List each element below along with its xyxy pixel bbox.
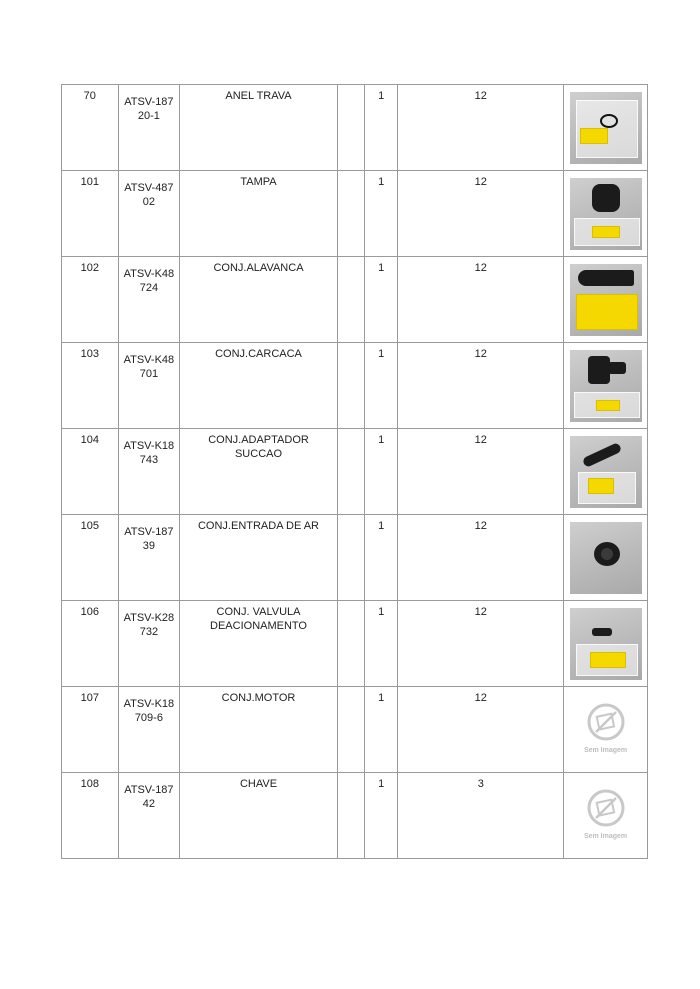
part-code: ATSV-18720-1	[124, 96, 174, 122]
table-row	[62, 601, 648, 687]
product-photo-valve	[570, 608, 642, 680]
no-image-icon	[586, 702, 626, 742]
quantity: 1	[365, 171, 398, 257]
total-quantity: 12	[398, 257, 564, 343]
part-description: CONJ.MOTOR	[221, 692, 296, 704]
quantity: 1	[365, 343, 398, 429]
part-description: CONJ.ENTRADA DE AR	[197, 520, 320, 532]
part-code: ATSV-K28732	[123, 612, 175, 638]
empty-cell	[337, 515, 364, 601]
product-photo-adapter	[570, 436, 642, 508]
table-row	[62, 343, 648, 429]
empty-cell	[337, 601, 364, 687]
part-code: ATSV-18739	[124, 526, 174, 552]
quantity: 1	[365, 601, 398, 687]
quantity: 1	[365, 429, 398, 515]
item-number: 103	[62, 343, 119, 429]
total-quantity: 12	[398, 515, 564, 601]
part-code: ATSV-48702	[124, 182, 174, 208]
part-code: ATSV-18742	[124, 784, 174, 810]
empty-cell	[337, 257, 364, 343]
no-image-label: Sem Imagem	[583, 832, 628, 840]
total-quantity: 12	[398, 85, 564, 171]
no-image-label: Sem Imagem	[583, 746, 628, 754]
table-row	[62, 429, 648, 515]
product-photo-lever	[570, 264, 642, 336]
item-number: 107	[62, 687, 119, 773]
quantity: 1	[365, 515, 398, 601]
no-image-icon	[586, 788, 626, 828]
empty-cell	[337, 773, 364, 859]
total-quantity: 3	[398, 773, 564, 859]
table-row	[62, 85, 648, 171]
total-quantity: 12	[398, 601, 564, 687]
no-image-placeholder	[564, 780, 647, 852]
total-quantity: 12	[398, 343, 564, 429]
no-image-placeholder	[564, 694, 647, 766]
table-row	[62, 773, 648, 859]
item-number: 108	[62, 773, 119, 859]
part-code: ATSV-K48701	[123, 354, 175, 380]
quantity: 1	[365, 85, 398, 171]
table-row	[62, 515, 648, 601]
item-number: 105	[62, 515, 119, 601]
part-description: CONJ.ADAPTADOR SUCCAO	[208, 434, 309, 460]
product-photo-o-ring	[570, 92, 642, 164]
item-number: 70	[62, 85, 119, 171]
total-quantity: 12	[398, 429, 564, 515]
product-photo-housing	[570, 350, 642, 422]
total-quantity: 12	[398, 171, 564, 257]
parts-table	[61, 84, 648, 859]
empty-cell	[337, 687, 364, 773]
part-code: ATSV-K48724	[123, 268, 175, 294]
part-code: ATSV-K18709-6	[123, 698, 175, 724]
total-quantity: 12	[398, 687, 564, 773]
empty-cell	[337, 429, 364, 515]
quantity: 1	[365, 257, 398, 343]
empty-cell	[337, 171, 364, 257]
part-code: ATSV-K18743	[123, 440, 175, 466]
part-description: CONJ.ALAVANCA	[213, 262, 304, 274]
empty-cell	[337, 343, 364, 429]
table-row	[62, 257, 648, 343]
part-description: TAMPA	[240, 176, 277, 188]
item-number: 101	[62, 171, 119, 257]
item-number: 102	[62, 257, 119, 343]
part-description: ANEL TRAVA	[225, 90, 292, 102]
table-row	[62, 171, 648, 257]
part-description: CHAVE	[239, 778, 278, 790]
empty-cell	[337, 85, 364, 171]
product-photo-air-inlet	[570, 522, 642, 594]
item-number: 106	[62, 601, 119, 687]
table-row	[62, 687, 648, 773]
product-photo-cap	[570, 178, 642, 250]
quantity: 1	[365, 687, 398, 773]
part-description: CONJ. VALVULA DEACIONAMENTO	[210, 606, 307, 632]
item-number: 104	[62, 429, 119, 515]
quantity: 1	[365, 773, 398, 859]
part-description: CONJ.CARCACA	[215, 348, 302, 360]
